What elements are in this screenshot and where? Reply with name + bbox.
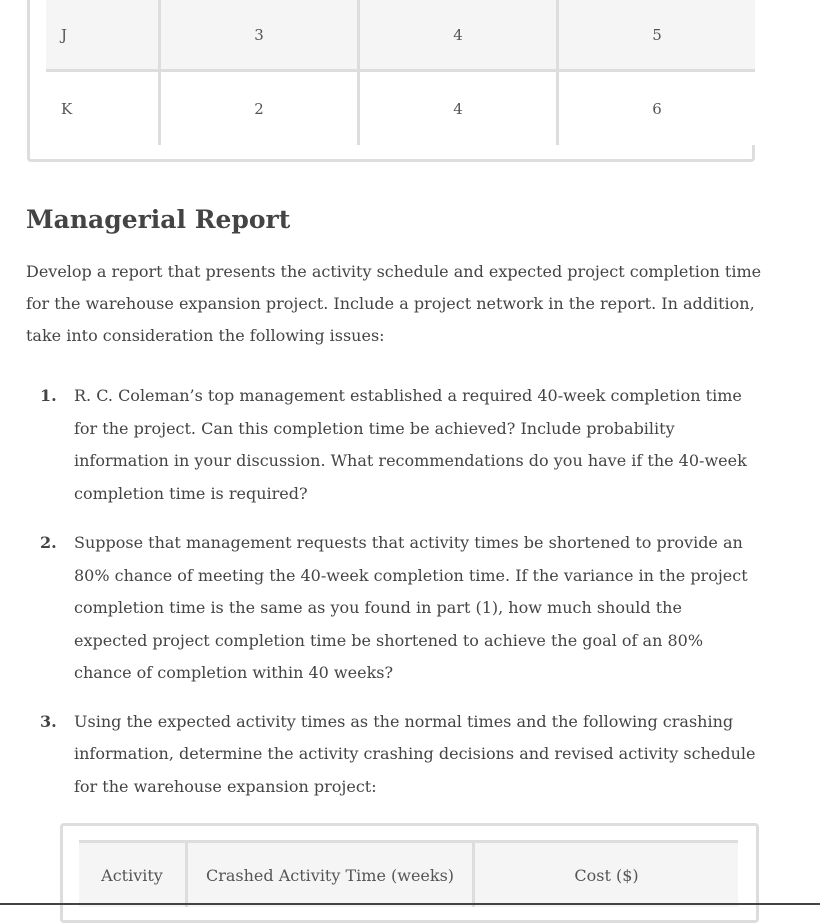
table-cell: 5: [558, 0, 756, 71]
table-cell: 4: [359, 71, 558, 146]
list-item: [40, 527, 760, 690]
list-item-text: R. C. Coleman’s top management established a required 40-week completion time for the project. Can this completion time be achieved? Include probability information in your discussion. What recommendations do you have if the 40-week completion time is required?: [74, 386, 747, 503]
list-item-text: Using the expected activity times as the normal times and the following crashing information, determine the activity crashing decisions and revised activity schedule for the warehouse expansion project:: [74, 711, 756, 796]
table-header-row: [79, 842, 738, 908]
intro-paragraph: Develop a report that presents the activity schedule and expected project completion time for the warehouse expansion project. Include a project network in the report. In addition, take into consideration the following issues:: [26, 262, 762, 345]
list-number: 2.: [40, 533, 57, 552]
table-cell: 3: [160, 0, 359, 71]
table-cell: 6: [558, 71, 756, 146]
section-heading: Managerial Report: [26, 205, 291, 234]
table-cell: J: [46, 0, 160, 71]
issues-list: [40, 380, 760, 803]
column-header-cost: Cost ($): [474, 842, 739, 908]
table-row: [46, 0, 755, 71]
activity-time-table: [46, 0, 755, 145]
column-header-activity: Activity: [79, 842, 187, 908]
list-item: [40, 706, 760, 804]
crash-table: [79, 840, 738, 907]
table-cell: 2: [160, 71, 359, 146]
table-cell: 4: [359, 0, 558, 71]
column-header-crashed-time: Crashed Activity Time (weeks): [187, 842, 474, 908]
list-number: 3.: [40, 711, 57, 731]
list-number: 1.: [40, 386, 57, 405]
list-item-text: Suppose that management requests that activity times be shortened to provide an 80% chance of meeting the 40-week completion time. If the variance in the project completion time is the same as you found in part (1), how much should the expected project completion time be shortened to achieve the goal of an 80% chance of completion within 40 weeks?: [74, 533, 748, 682]
table-row: [46, 71, 755, 146]
list-item: [40, 380, 760, 510]
table-cell: K: [46, 71, 160, 146]
